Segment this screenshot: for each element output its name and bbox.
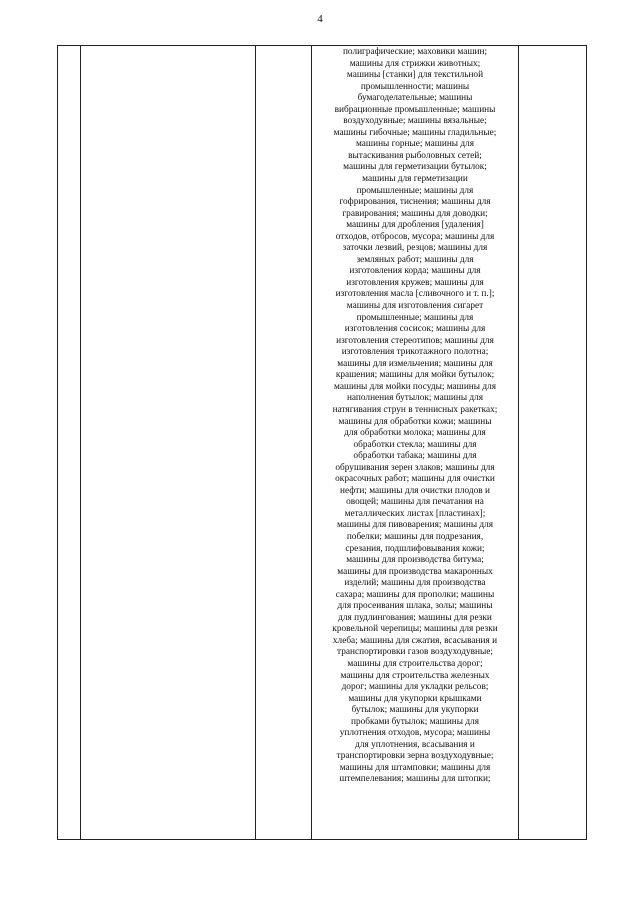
text-line: пробками бутылок; машины для [350, 716, 479, 727]
text-line: машины для производства битума; [346, 555, 484, 566]
text-line: машины [станки] для текстильной [346, 70, 484, 81]
text-line: обработки стекла; машины для [353, 439, 477, 450]
column-divider-4 [518, 46, 519, 839]
text-line: изготовления масла [сливочного и т. п.]; [335, 289, 495, 300]
text-line: машины для дробления [удаления] [346, 220, 484, 231]
text-line: машины для пивоварения; машины для [336, 520, 494, 531]
text-line: машины для обработки кожи; машины [338, 416, 492, 427]
text-line: изготовления трикотажного полотна; [341, 347, 489, 358]
text-line: для обработки молока; машины для [344, 428, 486, 439]
text-line: промышленные; машины для [356, 185, 474, 196]
text-line: машины для строительства железных [340, 670, 490, 681]
text-line: машины горные; машины для [355, 139, 475, 150]
text-line: транспортировки зерна воздуходувные; [336, 751, 494, 762]
text-line: земляных работ; машины для [356, 254, 474, 265]
text-line: изготовления стереотипов; машины для [336, 335, 494, 346]
text-line: обработки табака; машины для [353, 451, 477, 462]
text-line: окрасочных работ; машины для очистки [335, 474, 495, 485]
text-line: полиграфические; маховики машин; [342, 47, 488, 57]
text-line: машины для штамповки; машины для [339, 762, 491, 773]
text-line: натягивания струн в теннисных ракетках; [332, 404, 498, 415]
text-line: штемпелевания; машины для штопки; [339, 774, 491, 785]
text-line: сахара; машины для прополки; машины [335, 589, 495, 600]
text-line: нефти; машины для очистки плодов и [340, 485, 490, 496]
text-line: машины для мойки посуды; машины для [334, 381, 496, 392]
text-line: вытаскивания рыболовных сетей; [348, 150, 482, 161]
text-line: машины для изготовления сигарет [346, 301, 484, 312]
text-line: машины для укупорки крышками [348, 693, 482, 704]
text-line: бутылок; машины для укупорки [351, 705, 479, 716]
text-line: срезания, подшлифовывания кожи; [345, 543, 485, 554]
text-line: дорог; машины для укладки рельсов; [341, 682, 489, 693]
text-line: машины для строительства дорог; [347, 658, 483, 669]
text-line: отходов, отбросов, мусора; машины для [335, 231, 495, 242]
goods-list-cell [312, 47, 518, 786]
text-line: машины для стрижки животных; [349, 58, 481, 69]
column-divider-1 [80, 46, 81, 839]
text-line: промышленности; машины [360, 81, 470, 92]
text-line: изделий; машины для производства [344, 578, 486, 589]
text-line: машины для герметизации [362, 174, 468, 185]
table [57, 45, 587, 840]
text-line: промышленные; машины для [356, 312, 474, 323]
text-line: машины для измельчения; машины для [337, 358, 493, 369]
text-line: бумагоделательные; машины [357, 93, 473, 104]
text-line: машины для производства макаронных [337, 566, 493, 577]
text-line: гофрирования, тиснения; машины для [339, 197, 491, 208]
text-line: для уплотнения, всасывания и [355, 739, 475, 750]
text-line: овощей; машины для печатания на [346, 497, 484, 508]
text-line: хлеба; машины для сжатия, всасывания и [332, 635, 498, 646]
text-line: уплотнения отходов, мусора; машины [339, 728, 491, 739]
text-line: для просеивания шлака, золы; машины [337, 601, 493, 612]
text-line: заточки лезвий, резцов; машины для [342, 243, 488, 254]
text-line: металлических листах [пластинах]; [344, 508, 486, 519]
text-line: машины для герметизации бутылок; [343, 162, 487, 173]
text-line: крашения; машины для мойки бутылок; [335, 370, 495, 381]
column-divider-2 [255, 46, 256, 839]
text-line: обрушивания зерен злаков; машины для [335, 462, 495, 473]
text-line: изготовления кружев; машины для [346, 277, 484, 288]
page-number: 4 [317, 13, 323, 25]
text-line: наполнения бутылок; машины для [346, 393, 484, 404]
text-line: вибрационные промышленные; машины [334, 104, 496, 115]
text-line: воздуходувные; машины вязальные; [343, 116, 487, 127]
text-line: побелки; машины для подрезания, [346, 531, 484, 542]
text-line: изготовления сосисок; машины для [344, 324, 486, 335]
text-line: изготовления корда; машины для [349, 266, 481, 277]
text-line: транспортировки газов воздуходувные; [337, 647, 493, 658]
text-line: машины гибочные; машины гладильные; [333, 127, 497, 138]
text-line: кровельной черепицы; машины для резки [332, 624, 498, 635]
text-line: для пудлингования; машины для резки [338, 612, 492, 623]
text-line: гравирования; машины для доводки; [342, 208, 488, 219]
